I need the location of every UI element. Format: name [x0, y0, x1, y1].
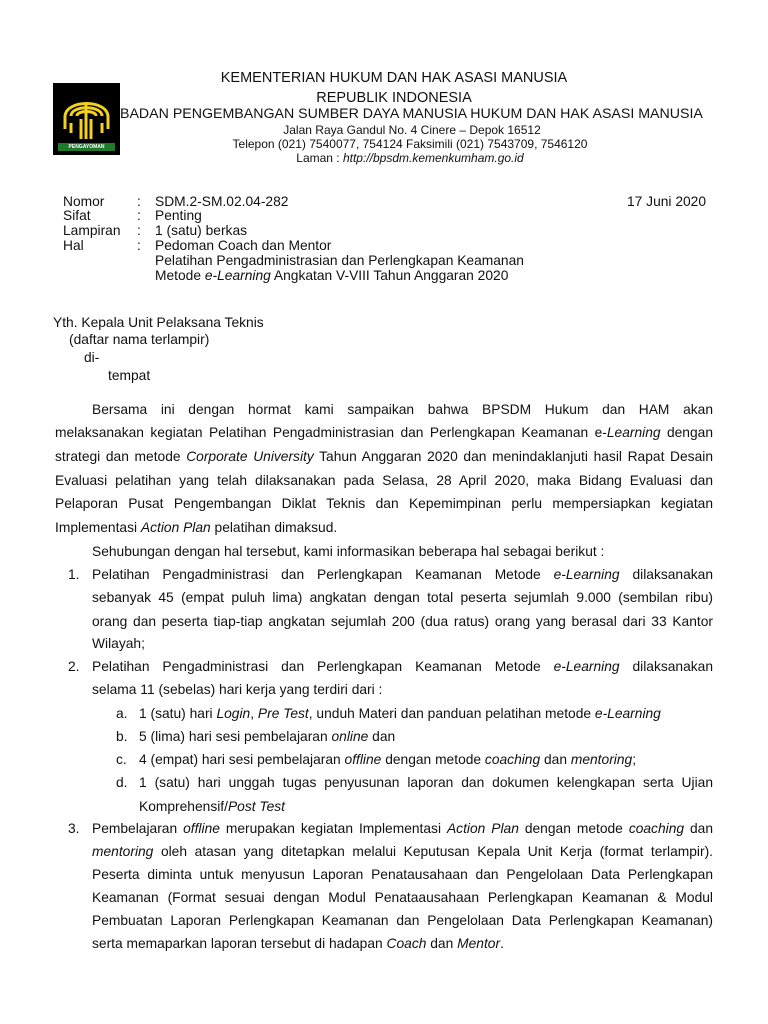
- item-1-line-1: Pelatihan Pengadministrasi dan Perlengkapan Keamanan Metode e-Learning dilaksanakan: [92, 567, 714, 582]
- hal-line-2: Pelatihan Pengadministrasian dan Perlengkapan Keamanan: [155, 253, 524, 268]
- agency-address: Jalan Raya Gandul No. 4 Cinere – Depok 16512: [283, 123, 541, 137]
- agency-phone: Telepon (021) 7540077, 754124 Faksimili (021) 7543709, 7546120: [232, 137, 588, 151]
- nomor-value: SDM.2-SM.02.04-282: [155, 194, 289, 209]
- hal-label: Hal: [63, 238, 84, 253]
- sifat-label: Sifat: [63, 208, 91, 223]
- item-1-line-4: Wilayah;: [92, 636, 145, 651]
- lampiran-label: Lampiran: [63, 223, 121, 238]
- paragraph-1-line-1: Bersama ini dengan hormat kami sampaikan bahwa BPSDM Hukum dan HAM akan: [92, 402, 713, 417]
- subitem-c: 4 (empat) hari sesi pembelajaran offline dengan metode coaching dan mentoring;: [139, 752, 637, 767]
- subitem-a-marker: a.: [116, 706, 128, 721]
- subitem-d-line-1: 1 (satu) hari unggah tugas penyusunan laporan dan dokumen kelengkapan serta Ujian: [139, 775, 713, 790]
- item-3-line-4: Keamanan (Format sesuai dengan Modul Penataausahaan Perlengkapan Keamanan & Modul: [92, 890, 713, 905]
- ministry-name: KEMENTERIAN HUKUM DAN HAK ASASI MANUSIA: [220, 70, 568, 86]
- hal-line-3: Metode e-Learning Angkatan V-VIII Tahun Anggaran 2020: [155, 268, 509, 283]
- item-1-line-2: sebanyak 45 (empat puluh lima) angkatan dengan total peserta sejumlah 9.000 (sembilan ribu): [92, 590, 713, 605]
- subitem-b-marker: b.: [116, 729, 128, 744]
- hal-colon: :: [137, 238, 141, 253]
- hal-line-1: Pedoman Coach dan Mentor: [155, 238, 332, 253]
- recipient-line-1: Yth. Kepala Unit Pelaksana Teknis: [53, 315, 264, 330]
- item-1-line-3: orang dan peserta tiap-tiap angkatan sejumlah 200 (dua ratus) orang yang berasal dari 33 Kantor: [92, 614, 713, 629]
- paragraph-1-line-3: strategi dan metode Corporate University Tahun Anggaran 2020 dan menindaklanjuti hasil Rapat Desain: [55, 449, 713, 464]
- item-2-line-2: selama 11 (sebelas) hari kerja yang terdiri dari :: [92, 682, 383, 697]
- agency-name: BADAN PENGEMBANGAN SUMBER DAYA MANUSIA HUKUM DAN HAK ASASI MANUSIA: [120, 106, 703, 122]
- item-3-line-6: serta memaparkan laporan tersebut di hadapan Coach dan Mentor.: [92, 936, 504, 951]
- recipient-line-2: (daftar nama terlampir): [69, 332, 210, 347]
- item-3-line-2: mentoring oleh atasan yang ditetapkan melalui Keputusan Kepala Unit Kerja (format terlampir).: [92, 844, 713, 859]
- recipient-line-4: tempat: [108, 368, 151, 383]
- item-3-number: 3.: [68, 821, 80, 836]
- sifat-colon: :: [137, 208, 141, 223]
- subitem-c-marker: c.: [116, 752, 127, 767]
- paragraph-1-line-4: Evaluasi pelatihan yang telah dilaksanakan pada Selasa, 28 April 2020, maka Bidang Evaluasi dan: [55, 473, 713, 488]
- subitem-a: 1 (satu) hari Login, Pre Test, unduh Materi dan panduan pelatihan metode e-Learning: [139, 706, 661, 721]
- paragraph-1-line-5: Pelaporan Pusat Pengembangan Diklat Teknis dan Kepemimpinan perlu mempersiapkan kegiatan: [55, 496, 713, 511]
- item-3-line-5: Pembuatan Laporan Perlengkapan Keamanan dan Pengelolaan Data Perlengkapan Keamanan): [92, 913, 713, 928]
- lampiran-value: 1 (satu) berkas: [155, 223, 248, 238]
- lampiran-colon: :: [137, 223, 141, 238]
- item-2-number: 2.: [68, 659, 80, 674]
- website-label: Laman :: [296, 151, 343, 165]
- nomor-label: Nomor: [63, 194, 105, 209]
- sifat-value: Penting: [155, 208, 202, 223]
- country-name: REPUBLIK INDONESIA: [316, 90, 472, 106]
- paragraph-1-line-2: melaksanakan kegiatan Pelatihan Pengadministrasian dan Perlengkapan Keamanan e-Learning dengan: [55, 425, 713, 440]
- item-1-number: 1.: [68, 567, 80, 582]
- item-2-line-1: Pelatihan Pengadministrasi dan Perlengkapan Keamanan Metode e-Learning dilaksanakan: [92, 659, 714, 674]
- logo-caption: PENGAYOMAN: [68, 144, 105, 150]
- subitem-b: 5 (lima) hari sesi pembelajaran online dan: [139, 729, 396, 744]
- agency-website: [0, 151, 768, 165]
- recipient-line-3: di-: [84, 350, 100, 365]
- paragraph-2: Sehubungan dengan hal tersebut, kami informasikan beberapa hal sebagai berikut :: [92, 544, 605, 559]
- website-link[interactable]: http://bpsdm.kemenkumham.go.id: [342, 151, 524, 165]
- nomor-colon: :: [137, 194, 141, 209]
- letter-date: 17 Juni 2020: [627, 194, 707, 209]
- subitem-d-marker: d.: [116, 775, 128, 790]
- item-3-line-3: Peserta diminta untuk menyusun Laporan Penatausahaan dan Pengelolaan Data Perlengkapan: [92, 867, 713, 882]
- item-3-line-1: Pembelajaran offline merupakan kegiatan Implementasi Action Plan dengan metode coaching dan: [92, 821, 714, 836]
- paragraph-1-line-6: Implementasi Action Plan pelatihan dimaksud.: [55, 520, 338, 535]
- subitem-d-line-2: Komprehensif/Post Test: [139, 799, 285, 814]
